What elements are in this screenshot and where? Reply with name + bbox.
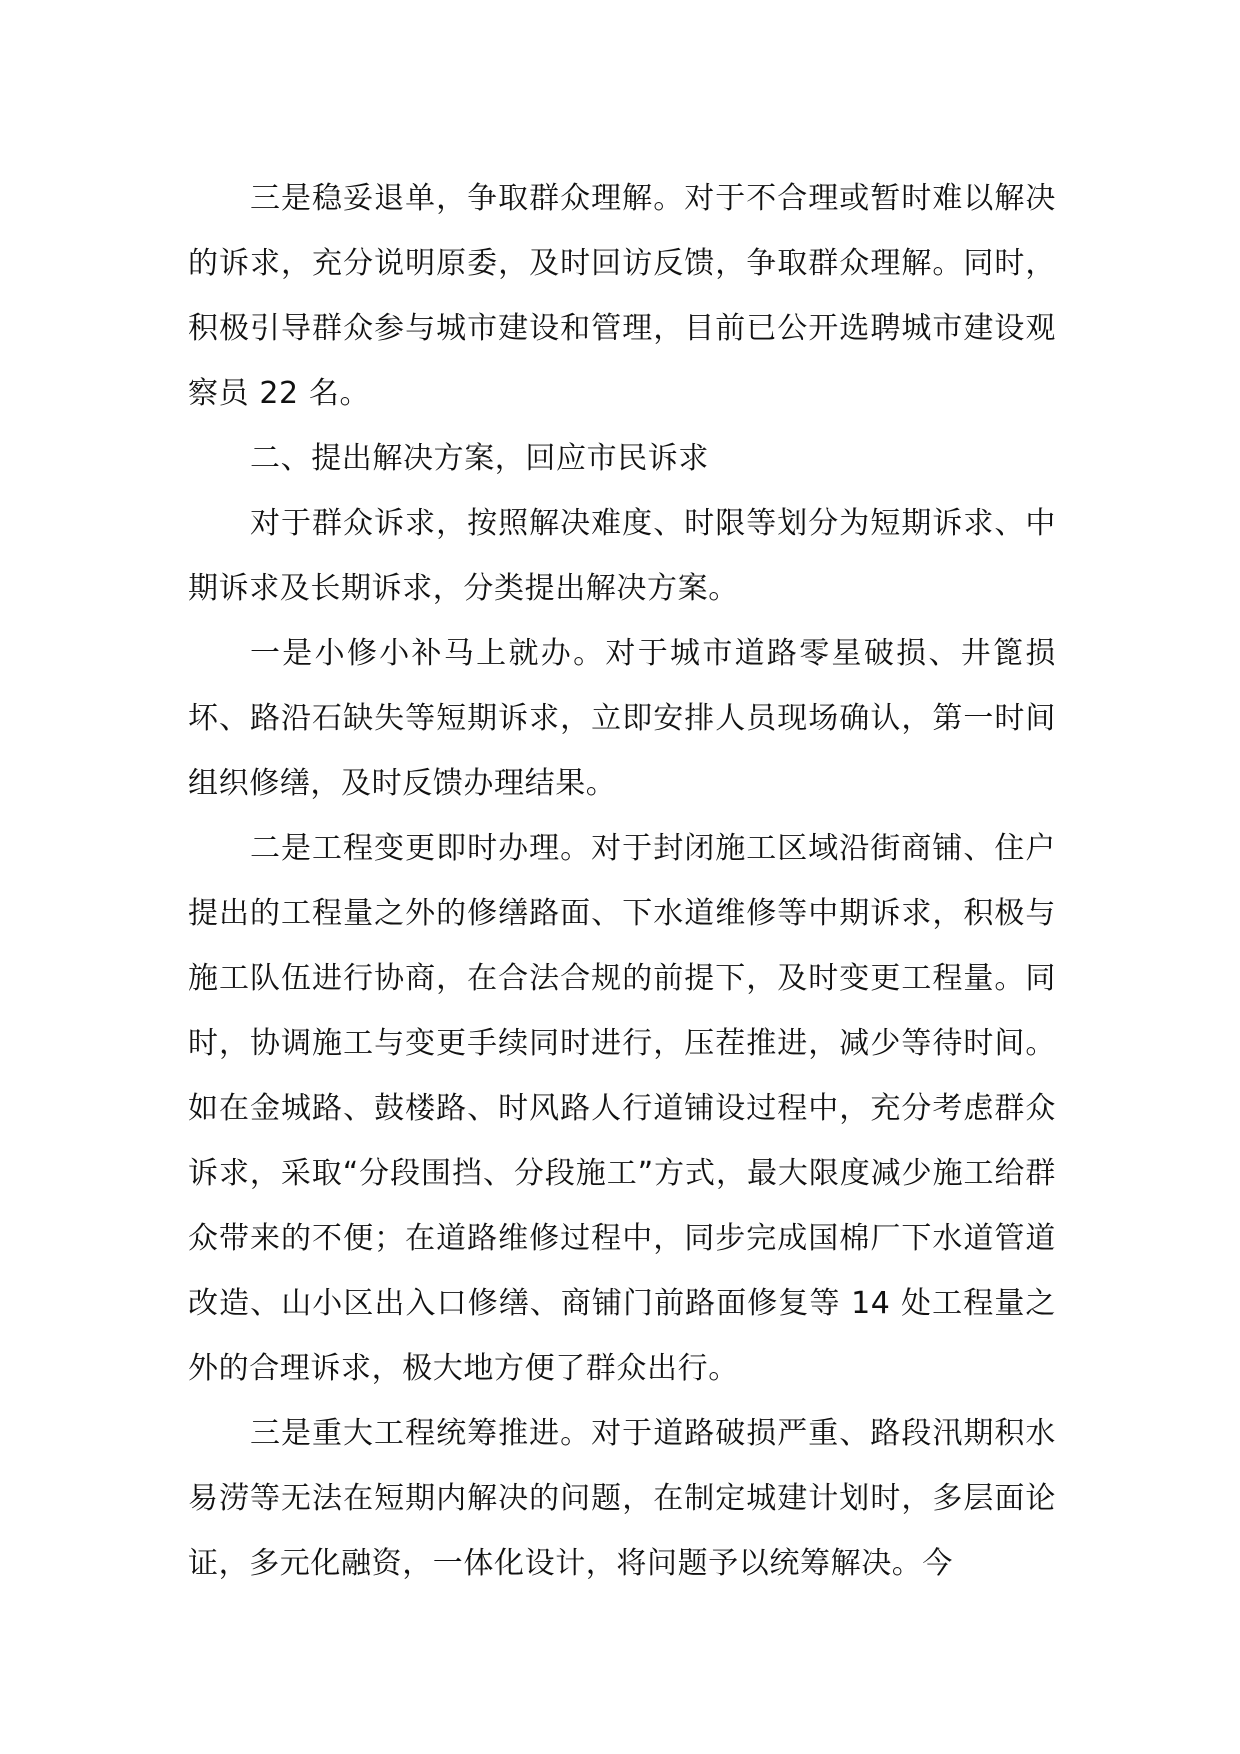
paragraph-steady-withdrawal: 三是稳妥退单，争取群众理解。对于不合理或暂时难以解决的诉求，充分说明原委，及时回访反馈，争取群众理解。同时，积极引导群众参与城市建设和管理，目前已公开选聘城市建设观察员 22 名。: [188, 181, 1056, 411]
paragraph-major-projects: 三是重大工程统筹推进。对于道路破损严重、路段汛期积水易涝等无法在短期内解决的问题，在制定城建计划时，多层面论证，多元化融资，一体化设计，将问题予以统筹解决。今: [188, 1416, 1056, 1581]
paragraph-minor-repairs: 一是小修小补马上就办。对于城市道路零星破损、井篦损坏、路沿石缺失等短期诉求，立即安排人员现场确认，第一时间组织修缮，及时反馈办理结果。: [188, 636, 1056, 801]
paragraph-engineering-changes: 二是工程变更即时办理。对于封闭施工区域沿街商铺、住户提出的工程量之外的修缮路面、下水道维修等中期诉求，积极与施工队伍进行协商，在合法合规的前提下，及时变更工程量。同时，协调施工与变更手续同时进行，压茬推进，减少等待时间。如在金城路、鼓楼路、时风路人行道铺设过程中，充分考虑群众诉求，采取“分段围挡、分段施工”方式，最大限度减少施工给群众带来的不便；在道路维修过程中，同步完成国棉厂下水道管道改造、山小区出入口修缮、商铺门前路面修复等 14 处工程量之外的合理诉求，极大地方便了群众出行。: [188, 831, 1056, 1386]
section-heading-solutions: 二、提出解决方案，回应市民诉求: [250, 441, 709, 476]
document-body: [188, 166, 1056, 1596]
paragraph-classification: 对于群众诉求，按照解决难度、时限等划分为短期诉求、中期诉求及长期诉求，分类提出解决方案。: [188, 506, 1056, 606]
